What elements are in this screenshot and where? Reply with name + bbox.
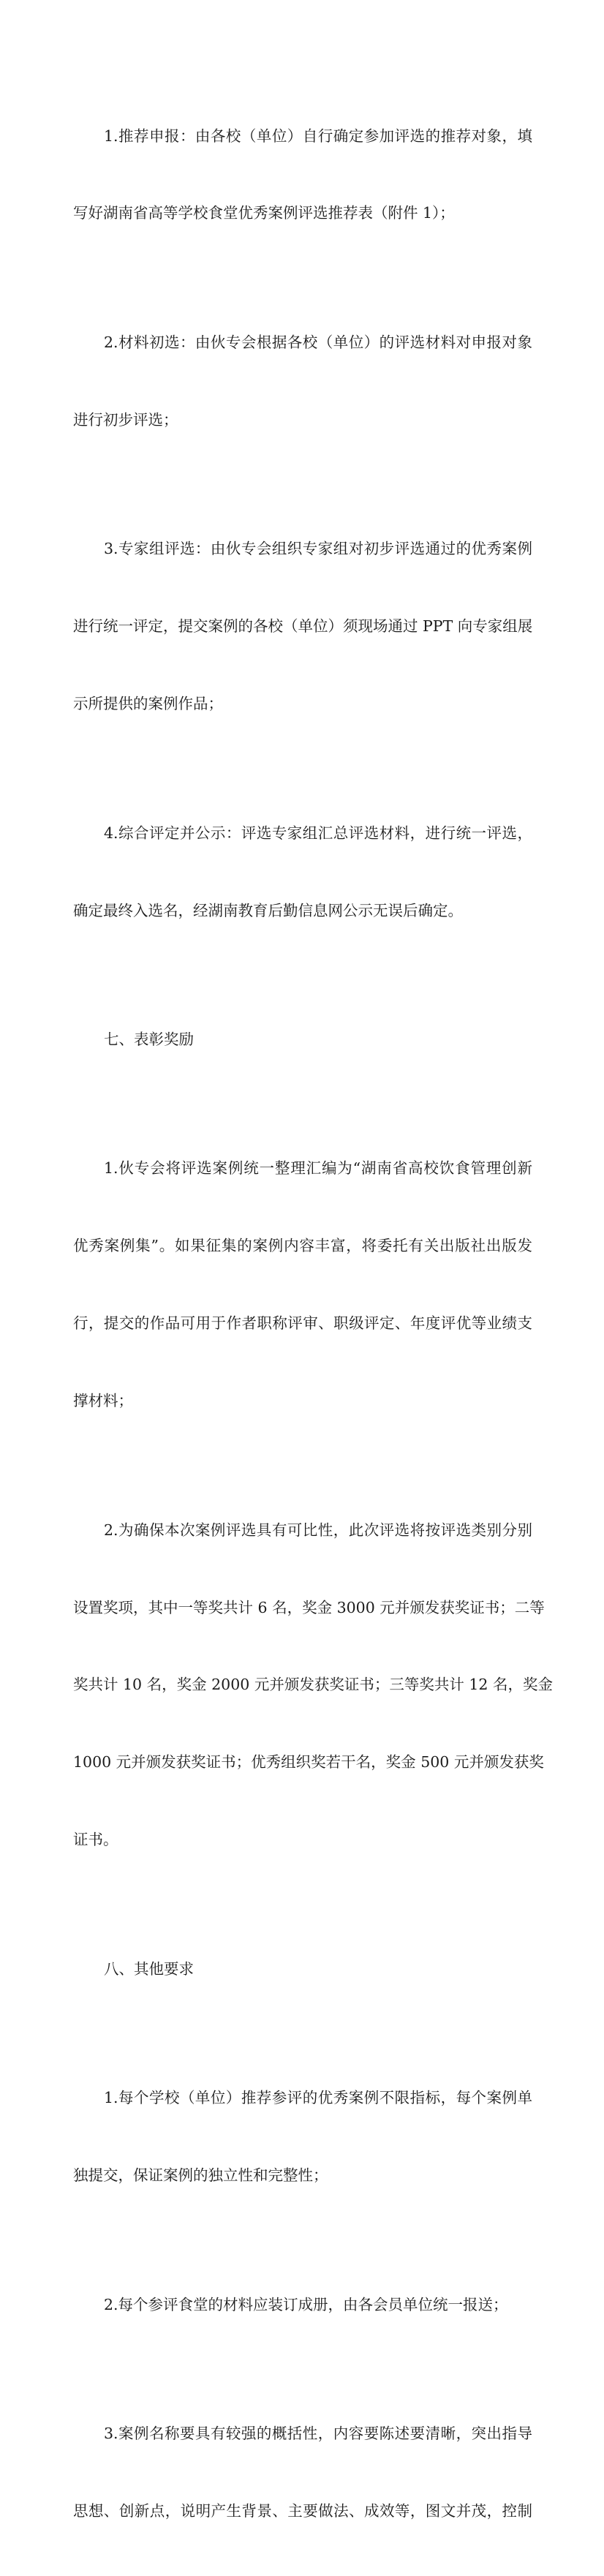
text-line: 进行初步评选； [73, 410, 178, 429]
paragraph-case-name [73, 2369, 532, 2575]
paragraph-expert-review [73, 485, 532, 769]
text-line: 进行统一评定，提交案例的各校（单位）须现场通过 PPT 向专家组展 [73, 617, 533, 636]
paragraph-recommend [73, 72, 532, 278]
text-line: 1.每个学校（单位）推荐参评的优秀案例不限指标，每个案例单 [104, 2089, 532, 2107]
text-line: 行，提交的作品可用于作者职称评审、职级评定、年度评优等业绩支 [73, 1314, 532, 1333]
text-line: 证书。 [73, 1831, 118, 1849]
section-heading-other [73, 1905, 532, 2033]
text-line: 确定最终入选名，经湖南教育后勤信息网公示无误后确定。 [73, 901, 463, 919]
text-line: 2.材料初选：由伙专会根据各校（单位）的评选材料对申报对象 [104, 333, 532, 351]
text-line: 2.为确保本次案例评选具有可比性，此次评选将按评选类别分别 [104, 1521, 532, 1539]
text-line: 示所提供的案例作品； [73, 695, 223, 713]
text-line: 3.专家组评选：由伙专会组织专家组对初步评选通过的优秀案例 [104, 540, 532, 558]
text-line: 1.推荐申报：由各校（单位）自行确定参加评选的推荐对象，填 [104, 127, 532, 145]
section-heading: 八、其他要求 [104, 1959, 194, 1978]
text-line: 撑材料； [73, 1392, 133, 1410]
section-heading-awards [73, 975, 532, 1104]
text-line: 思想、创新点，说明产生背景、主要做法、成效等，图文并茂，控制 [73, 2501, 532, 2520]
paragraph-final-evaluation [73, 769, 532, 975]
text-line: 设置奖项，其中一等奖共计 6 名，奖金 3000 元并颁发获奖证书；二等 [73, 1598, 545, 1616]
paragraph-prizes [73, 1466, 553, 1905]
text-line: 3.案例名称要具有较强的概括性，内容要陈述要清晰，突出指导 [104, 2425, 532, 2443]
paragraph-binding [73, 2240, 532, 2369]
text-line: 独提交，保证案例的独立性和完整性； [73, 2166, 328, 2185]
text-line: 1000 元并颁发获奖证书；优秀组织奖若干名，奖金 500 元并颁发获奖 [73, 1753, 544, 1771]
paragraph-preliminary [73, 278, 532, 484]
text-line: 写好湖南省高等学校食堂优秀案例评选推荐表（附件 1）； [73, 204, 455, 222]
paragraph-unlimited [73, 2034, 532, 2240]
section-heading: 七、表彰奖励 [104, 1030, 194, 1048]
text-line: 2.每个参评食堂的材料应装订成册，由各会员单位统一报送； [104, 2295, 508, 2313]
text-line: 1.伙专会将评选案例统一整理汇编为“湖南省高校饮食管理创新 [104, 1159, 532, 1178]
paragraph-compilation [73, 1104, 532, 1466]
text-line: 4.综合评定并公示：评选专家组汇总评选材料，进行统一评选， [104, 824, 532, 842]
document-page [73, 72, 553, 2576]
text-line: 优秀案例集”。如果征集的案例内容丰富，将委托有关出版社出版发 [73, 1237, 532, 1255]
text-line: 奖共计 10 名，奖金 2000 元并颁发获奖证书；三等奖共计 12 名，奖金 [73, 1676, 553, 1694]
